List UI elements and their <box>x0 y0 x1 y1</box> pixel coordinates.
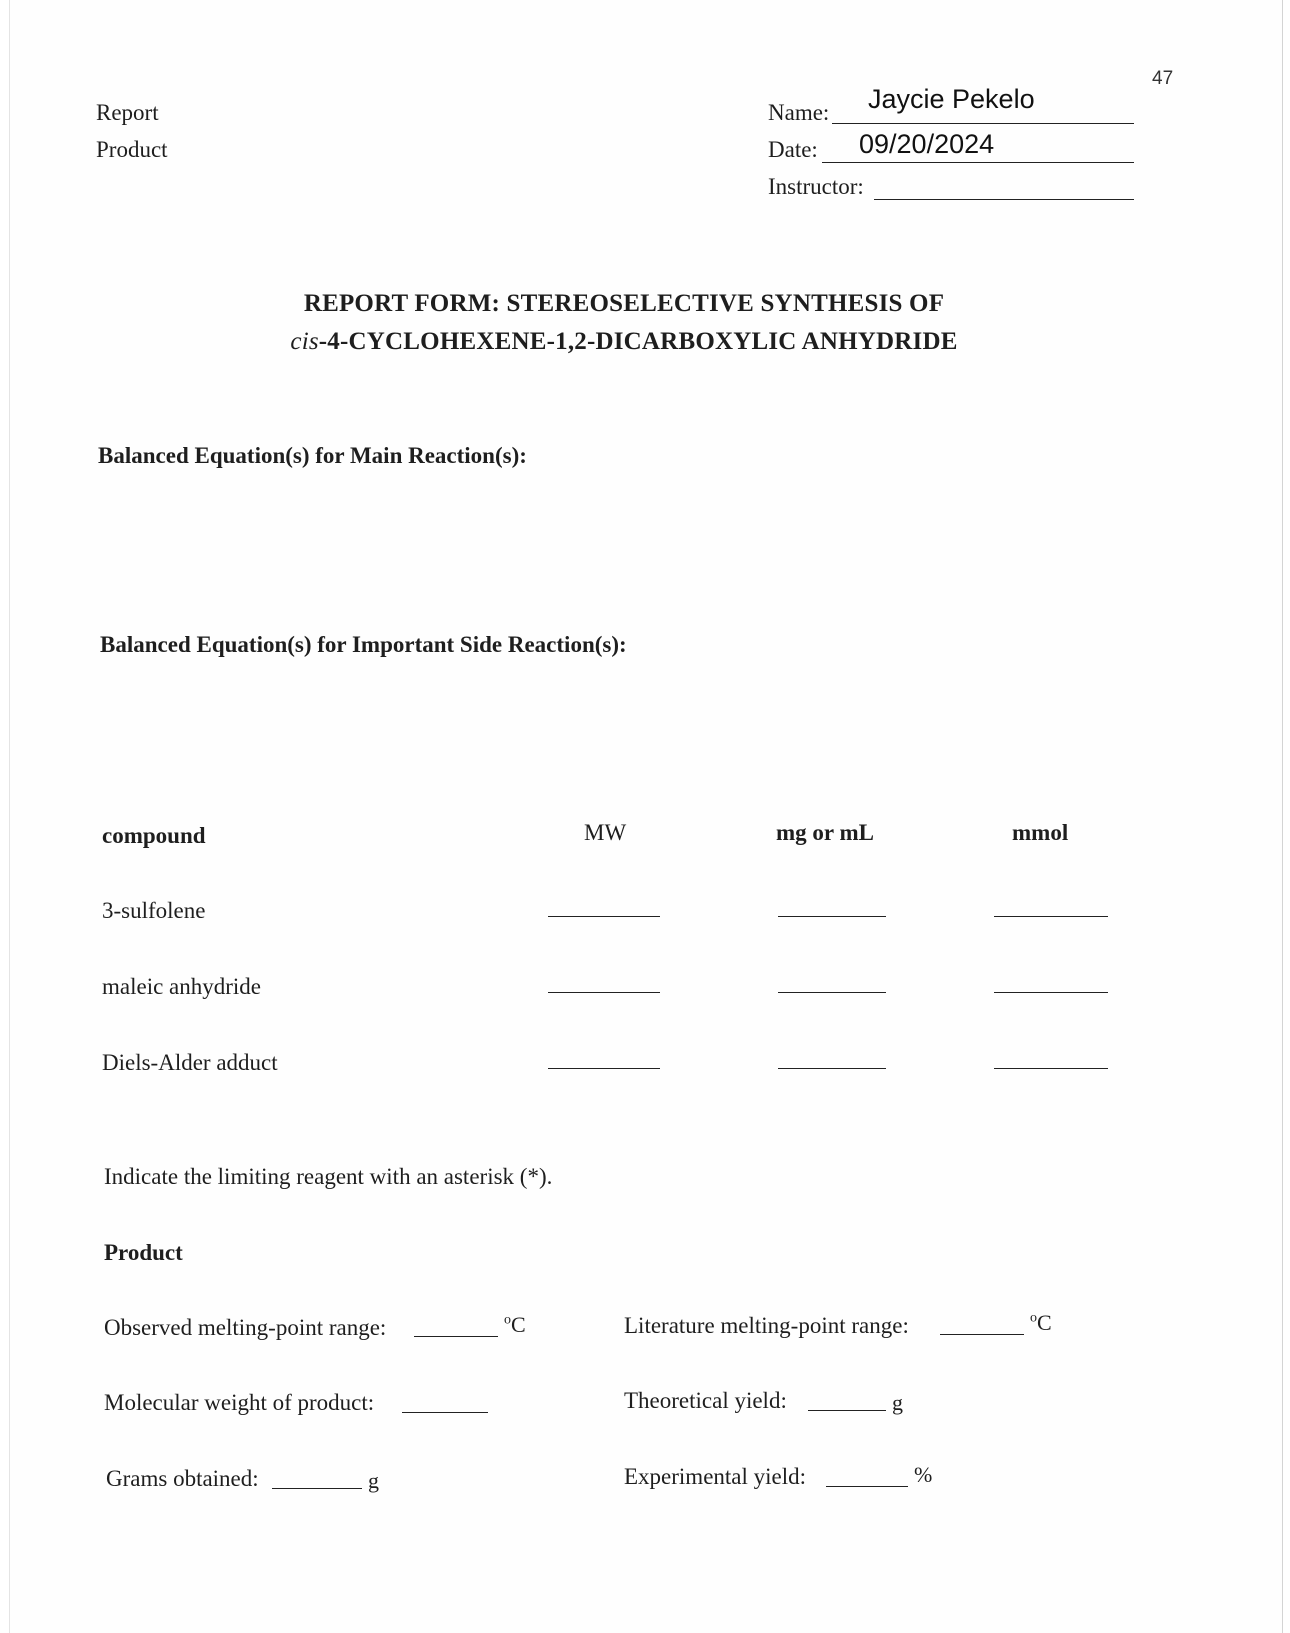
mass-blank[interactable] <box>778 992 886 993</box>
main-reaction-heading: Balanced Equation(s) for Main Reaction(s): <box>98 443 527 468</box>
date-underline <box>822 162 1134 163</box>
table-header-mw: MW <box>584 820 627 845</box>
degree-symbol: o <box>1030 1310 1037 1326</box>
mw-blank[interactable] <box>548 1068 660 1069</box>
experimental-yield-unit: % <box>914 1462 933 1487</box>
experimental-yield-label: Experimental yield: <box>624 1464 807 1489</box>
experimental-yield-blank[interactable] <box>826 1486 908 1487</box>
name-label: Name: <box>768 100 830 125</box>
mmol-blank[interactable] <box>994 1068 1108 1069</box>
celsius-symbol: C <box>1037 1310 1052 1335</box>
report-label: Report <box>96 100 159 125</box>
theoretical-yield-label: Theoretical yield: <box>624 1388 787 1413</box>
observed-mp-unit <box>504 1312 526 1338</box>
table-header-mmol: mmol <box>1012 820 1069 845</box>
theoretical-yield-unit: g <box>892 1390 903 1415</box>
mmol-blank[interactable] <box>994 916 1108 917</box>
observed-mp-label: Observed melting-point range: <box>104 1315 387 1340</box>
mass-blank[interactable] <box>778 916 886 917</box>
literature-mp-unit <box>1030 1310 1052 1336</box>
row-compound-diels-alder-adduct: Diels-Alder adduct <box>102 1050 278 1075</box>
mmol-blank[interactable] <box>994 992 1108 993</box>
row-compound-3-sulfolene: 3-sulfolene <box>102 898 206 923</box>
mw-product-blank[interactable] <box>402 1412 488 1413</box>
theoretical-yield-blank[interactable] <box>808 1410 886 1411</box>
mw-blank[interactable] <box>548 992 660 993</box>
report-page <box>9 0 1283 1633</box>
page-number: 47 <box>1152 68 1174 89</box>
table-header-compound: compound <box>102 823 206 848</box>
side-reaction-heading: Balanced Equation(s) for Important Side Reaction(s): <box>100 632 627 657</box>
grams-obtained-blank[interactable] <box>272 1488 362 1489</box>
mw-blank[interactable] <box>548 916 660 917</box>
mass-blank[interactable] <box>778 1068 886 1069</box>
title-cis-prefix: cis <box>290 328 319 355</box>
row-compound-maleic-anhydride: maleic anhydride <box>102 974 262 999</box>
title-compound: -4-CYCLOHEXENE-1,2-DICARBOXYLIC ANHYDRIDE <box>318 328 958 355</box>
observed-mp-blank[interactable] <box>414 1336 498 1337</box>
name-underline <box>832 123 1134 124</box>
literature-mp-label: Literature melting-point range: <box>624 1313 909 1338</box>
name-field[interactable]: Jaycie Pekelo <box>868 84 1035 114</box>
literature-mp-blank[interactable] <box>940 1334 1024 1335</box>
date-field[interactable]: 09/20/2024 <box>859 129 995 159</box>
degree-symbol: o <box>504 1312 511 1328</box>
table-header-mass: mg or mL <box>776 820 874 845</box>
celsius-symbol: C <box>511 1312 526 1337</box>
instructor-label: Instructor: <box>768 174 864 199</box>
grams-obtained-label: Grams obtained: <box>106 1466 259 1491</box>
report-title-line2 <box>10 328 1238 356</box>
report-title-line1: REPORT FORM: STEREOSELECTIVE SYNTHESIS OF <box>303 290 945 317</box>
instructor-underline <box>874 199 1134 200</box>
limiting-reagent-note: Indicate the limiting reagent with an asterisk (*). <box>104 1164 553 1189</box>
date-label: Date: <box>768 137 818 162</box>
mw-product-label: Molecular weight of product: <box>104 1390 375 1415</box>
product-heading: Product <box>104 1240 183 1265</box>
grams-obtained-unit: g <box>368 1468 379 1493</box>
product-label: Product <box>96 137 168 162</box>
